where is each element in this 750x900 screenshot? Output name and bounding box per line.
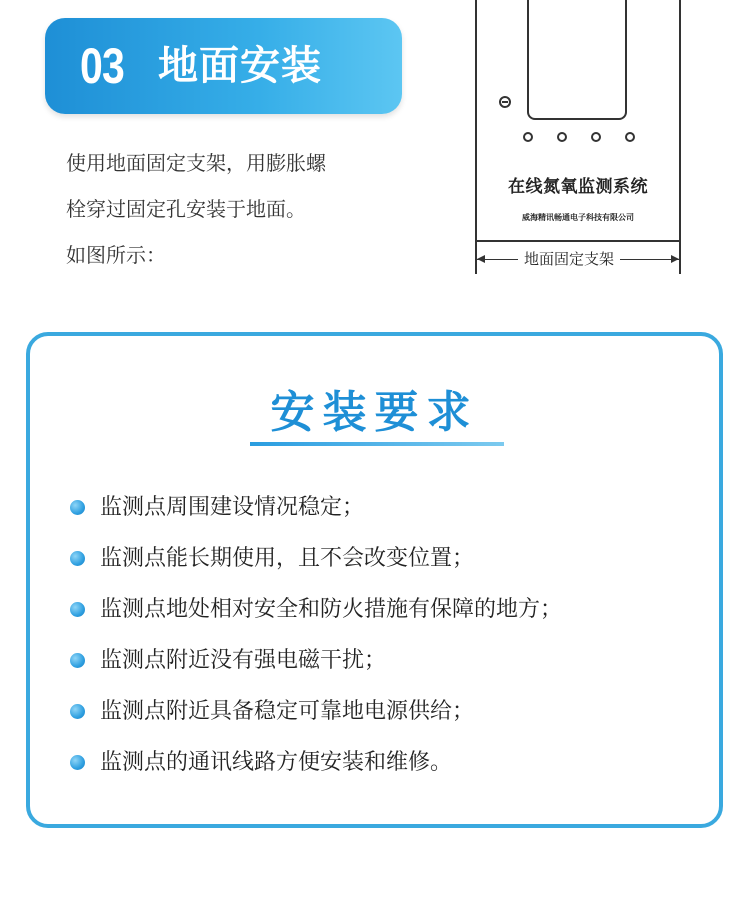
bullet-icon <box>70 704 85 719</box>
requirement-text: 监测点附近具备稳定可靠地电源供给； <box>100 699 475 724</box>
bullet-icon <box>70 755 85 770</box>
section-description <box>66 140 406 278</box>
description-line: 栓穿过固定孔安装于地面。 <box>66 197 306 221</box>
knob-icon <box>523 132 533 142</box>
description-line: 如图所示： <box>66 243 166 267</box>
requirement-text: 监测点能长期使用，且不会改变位置； <box>100 546 475 571</box>
device-illustration <box>475 0 681 242</box>
device-company: 威海精讯畅通电子科技有限公司 <box>522 213 634 222</box>
requirements-card <box>26 332 723 828</box>
description-line: 使用地面固定支架，用膨胀螺 <box>66 151 326 175</box>
bullet-icon <box>70 500 85 515</box>
bullet-icon <box>70 653 85 668</box>
knob-icon <box>557 132 567 142</box>
screw-icon <box>499 96 511 108</box>
device-name: 在线氮氧监测系统 <box>508 177 648 197</box>
bullet-icon <box>70 551 85 566</box>
requirement-text: 监测点周围建设情况稳定； <box>100 495 365 520</box>
requirement-text: 监测点的通讯线路方便安装和维修。 <box>100 750 453 775</box>
knob-icon <box>625 132 635 142</box>
bullet-icon <box>70 602 85 617</box>
requirement-text: 监测点附近没有强电磁干扰； <box>100 648 387 673</box>
section-title: 地面安装 <box>158 43 322 89</box>
bracket-label: 地面固定支架 <box>518 248 620 270</box>
title-underline <box>250 442 504 446</box>
requirement-text: 监测点地处相对安全和防火措施有保障的地方； <box>100 597 563 622</box>
section-number: 03 <box>80 38 124 94</box>
requirements-title: 安装要求 <box>270 387 479 438</box>
knob-icon <box>591 132 601 142</box>
ground-bracket <box>475 242 681 274</box>
device-window <box>527 0 627 120</box>
